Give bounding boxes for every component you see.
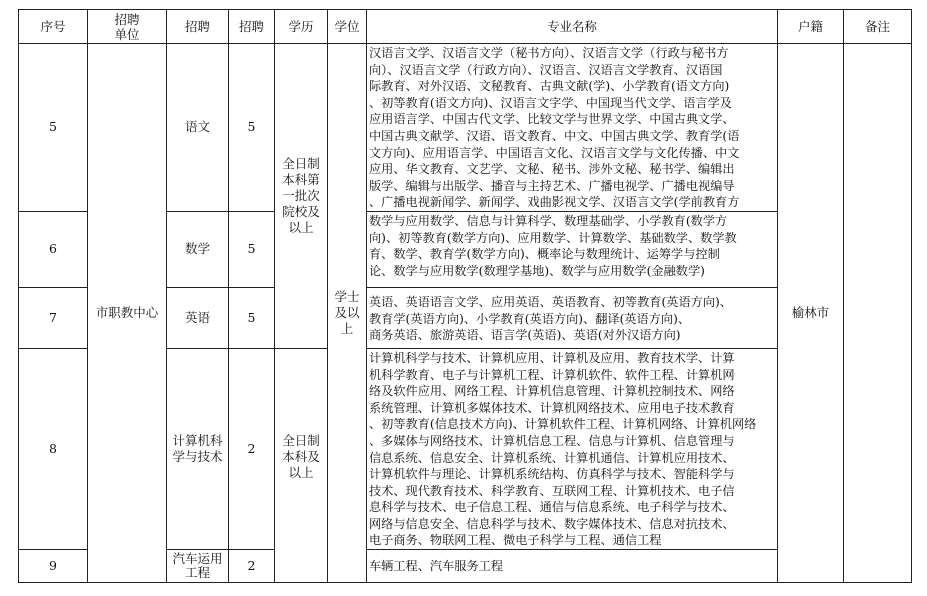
major-line: 车辆工程、汽车服务工程	[369, 559, 504, 574]
count-cell: 5	[229, 44, 275, 212]
major-line: 、初等教育(信息技术方向)、计算机软件工程、计算机网络、计算机网络	[369, 417, 757, 432]
header-household: 户籍	[778, 10, 844, 44]
remark-cell	[844, 44, 912, 583]
major-cell	[367, 287, 778, 348]
header-row	[19, 10, 912, 44]
degree-text: 学士 及以 上	[334, 289, 360, 337]
unit-cell: 市职教中心	[88, 44, 167, 583]
household-cell: 榆林市	[778, 44, 844, 583]
major-line: 、广播电视新闻学、新闻学、戏曲影视文学、汉语言文学(学前教育方	[369, 195, 740, 210]
header-position: 招聘	[167, 10, 229, 44]
major-line: 网络与信息安全、信息科学与技术、数字媒体技术、信息对抗技术、	[369, 516, 735, 531]
major-line: 文方向)、应用语言学、中国语言文化、汉语言文学与文化传播、中文	[369, 145, 740, 160]
major-line: 际教育、对外汉语、文秘教育、古典文献(学)、小学教育(语文方向)	[369, 79, 730, 94]
position-text: 汽车运用 工程	[172, 551, 223, 581]
major-cell	[367, 550, 778, 583]
position-cell	[167, 348, 229, 549]
major-line: 电子商务、物联网工程、微电子科学与工程、通信工程	[369, 533, 662, 548]
count-cell: 5	[229, 211, 275, 287]
count-cell: 5	[229, 287, 275, 348]
position-cell	[167, 550, 229, 583]
table-row	[19, 44, 912, 212]
major-line: 、多媒体与网络技术、计算机信息工程、信息与计算机、信息管理与	[369, 433, 735, 448]
major-line: 育、数学、教育学(数学方向)、概率论与数理统计、运筹学与控制	[369, 247, 720, 262]
seq-cell: 9	[19, 550, 88, 583]
position-cell: 数学	[167, 211, 229, 287]
major-line: 计算机软件与理论、计算机系统结构、仿真科学与技术、智能科学与	[369, 467, 735, 482]
header-seq: 序号	[19, 10, 88, 44]
major-line: 技术、现代教育技术、科学教育、互联网工程、计算机技术、电子信	[369, 483, 735, 498]
major-line: 机科学教育、电子与计算机工程、计算机软件、软件工程、计算机网	[369, 367, 735, 382]
major-line: 息科学与技术、电子信息工程、通信与信息系统、电子科学与技术、	[369, 500, 735, 515]
major-line: 版学、编辑与出版学、播音与主持艺术、广播电视学、广播电视编导	[369, 178, 735, 193]
header-education: 学历	[275, 10, 328, 44]
major-line: 、初等教育(语文方向)、汉语言文字学、中国现当代文学、语言学及	[369, 95, 732, 110]
header-count: 招聘	[229, 10, 275, 44]
major-line: 络及软件应用、网络工程、计算机信息管理、计算机控制技术、网络	[369, 384, 735, 399]
major-cell	[367, 44, 778, 212]
header-remark: 备注	[844, 10, 912, 44]
position-cell: 英语	[167, 287, 229, 348]
major-line: 汉语言文学、汉语言文学（秘书方向）、汉语言文学（行政与秘书方	[369, 46, 729, 60]
major-line: 应用、华文教育、文艺学、文秘、秘书、涉外文秘、秘书学、编辑出	[369, 162, 735, 177]
major-line: 中国古典文献学、汉语、语文教育、中文、中国古典文学、教育学(语	[369, 128, 740, 143]
degree-cell	[328, 44, 367, 583]
header-major: 专业名称	[367, 10, 778, 44]
major-line: 系统管理、计算机多媒体技术、计算机网络技术、应用电子技术教育	[369, 400, 735, 415]
major-line: 信息系统、信息安全、计算机系统、计算机通信、计算机应用技术、	[369, 450, 735, 465]
major-line: 向）、汉语言文学（行政方向）、汉语言、汉语言文学教育、汉语国	[369, 62, 723, 77]
major-line: 论、数学与应用数学(数理学基地)、数学与应用数学(金融数学)	[369, 263, 705, 278]
seq-cell: 7	[19, 287, 88, 348]
position-text: 计算机科 学与技术	[172, 433, 223, 464]
education-cell	[275, 44, 328, 349]
education-cell	[275, 348, 328, 582]
major-line: 计算机科学与技术、计算机应用、计算机及应用、教育技术学、计算	[369, 350, 735, 365]
header-unit-label: 招聘 单位	[114, 11, 140, 42]
seq-cell: 5	[19, 44, 88, 212]
education-text: 全日制 本科第 一批次 院校及 以上	[282, 155, 320, 235]
major-line: 商务英语、旅游英语、语言学(英语)、英语(对外汉语方向)	[369, 328, 681, 343]
major-cell	[367, 348, 778, 549]
position-cell: 语文	[167, 44, 229, 212]
count-cell: 2	[229, 348, 275, 549]
seq-cell: 6	[19, 211, 88, 287]
seq-cell: 8	[19, 348, 88, 549]
major-line: 英语、英语语言文学、应用英语、英语教育、初等教育(英语方向)、	[369, 294, 732, 309]
count-cell: 2	[229, 550, 275, 583]
header-unit	[88, 10, 167, 44]
major-cell	[367, 211, 778, 287]
recruitment-table	[18, 9, 912, 583]
major-line: 教育学(英语方向)、小学教育(英语方向)、翻译(英语方向)、	[369, 311, 691, 326]
education-text: 全日制 本科及 以上	[282, 432, 320, 480]
major-line: 数学与应用数学、信息与计算科学、数理基础学、小学教育(数学方	[369, 213, 728, 228]
major-line: 应用语言学、中国古代文学、比较文学与世界文学、中国古典文学、	[369, 112, 735, 127]
major-line: 向)、初等教育(数学方向)、应用数学、计算数学、基础数学、数学教	[369, 230, 737, 245]
header-degree: 学位	[328, 10, 367, 44]
